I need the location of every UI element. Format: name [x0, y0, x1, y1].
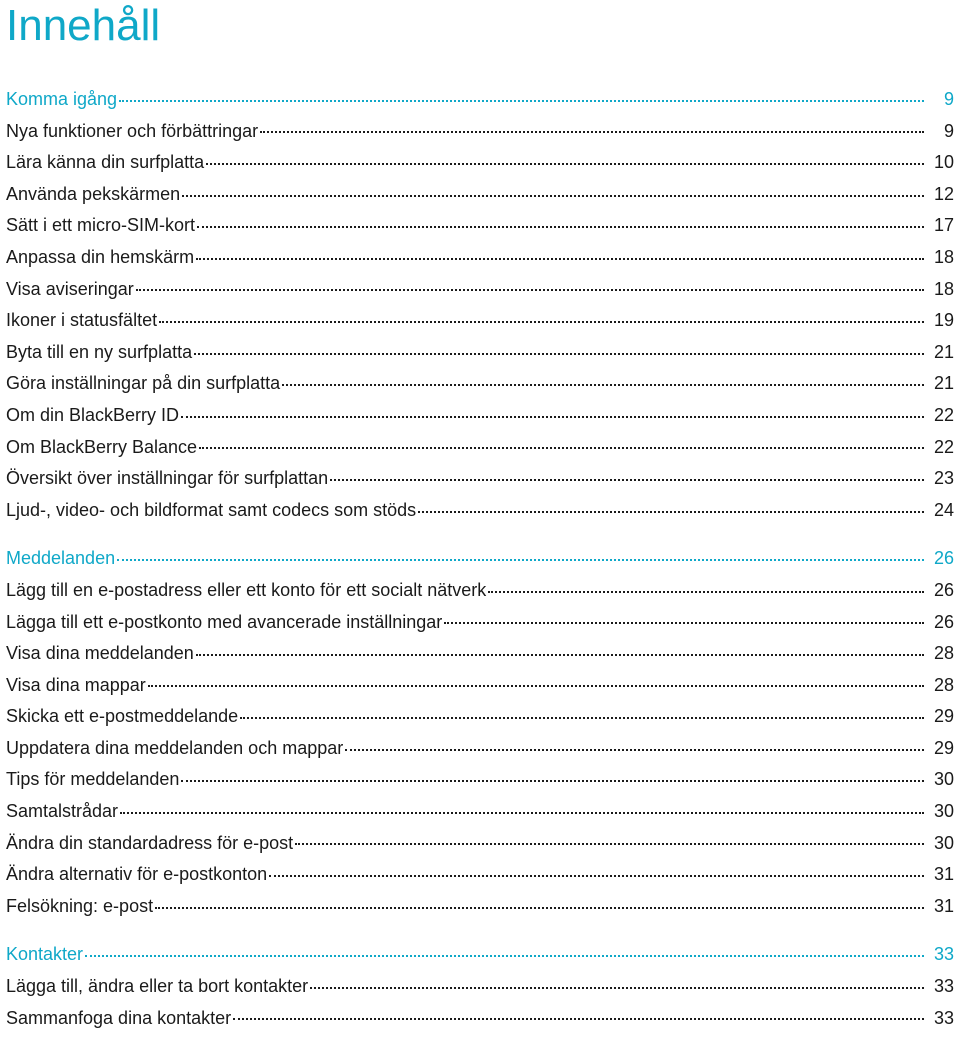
toc-section-label: Kontakter: [6, 944, 84, 965]
toc-entry-label: Visa dina mappar: [6, 674, 146, 695]
toc-entry-label: Ljud-, video- och bildformat samt codecs som stöds: [6, 499, 417, 520]
dot-leader: [233, 1018, 924, 1020]
toc-entry[interactable]: [6, 891, 954, 923]
toc-entry[interactable]: [6, 116, 954, 148]
toc-entry[interactable]: [6, 796, 954, 828]
toc-page-number: 19: [933, 310, 954, 331]
page-title: Innehåll: [6, 1, 161, 50]
toc-entry-label: Skicka ett e-postmeddelande: [6, 706, 239, 727]
section-spacer: [6, 922, 954, 939]
dot-leader: [159, 321, 924, 323]
toc-entry-label: Visa dina meddelanden: [6, 643, 194, 664]
toc-entry[interactable]: [6, 971, 954, 1003]
toc-entry[interactable]: [6, 828, 954, 860]
toc-entry-label: Om din BlackBerry ID: [6, 404, 180, 425]
toc-entry[interactable]: [6, 1003, 954, 1035]
toc-entry-label: Översikt över inställningar för surfplattan: [6, 468, 329, 489]
dot-leader: [269, 875, 924, 877]
toc-page-number: 30: [933, 769, 954, 790]
toc-page-number: 26: [933, 611, 954, 632]
toc-entry-label: Lägg till en e-postadress eller ett konto för ett socialt nätverk: [6, 579, 487, 600]
toc-page-number: 18: [933, 278, 954, 299]
toc-entry-label: Byta till en ny surfplatta: [6, 341, 193, 362]
toc-entry-label: Anpassa din hemskärm: [6, 246, 195, 267]
dot-leader: [345, 749, 924, 751]
toc-entry[interactable]: [6, 432, 954, 464]
toc-entry-label: Lägga till ett e-postkonto med avancerade inställningar: [6, 611, 443, 632]
toc-page-number: 12: [933, 183, 954, 204]
dot-leader: [330, 479, 924, 481]
toc-page-number: 28: [933, 643, 954, 664]
toc-entry-label: Sammanfoga dina kontakter: [6, 1007, 232, 1028]
toc-page-number: 33: [933, 976, 954, 997]
dot-leader: [199, 447, 924, 449]
toc-page-number: 28: [933, 674, 954, 695]
toc-entry[interactable]: [6, 859, 954, 891]
toc-section-label: Komma igång: [6, 89, 118, 109]
toc-entry-label: Visa aviseringar: [6, 278, 134, 299]
toc-section-heading[interactable]: [6, 939, 954, 971]
toc-page-number: 23: [933, 468, 954, 489]
toc-section-label: Meddelanden: [6, 548, 116, 569]
dot-leader: [181, 780, 924, 782]
dot-leader: [119, 100, 924, 102]
dot-leader: [194, 353, 924, 355]
dot-leader: [148, 685, 924, 687]
toc-entry[interactable]: [6, 210, 954, 242]
dot-leader: [196, 258, 924, 260]
toc-page-number: 18: [933, 246, 954, 267]
toc-entry[interactable]: [6, 400, 954, 432]
toc-entry[interactable]: [6, 701, 954, 733]
dot-leader: [260, 131, 924, 133]
dot-leader: [310, 987, 924, 989]
toc-page-number: 30: [933, 832, 954, 853]
toc-entry[interactable]: [6, 764, 954, 796]
toc-section-heading[interactable]: [6, 543, 954, 575]
toc-entry-label: Göra inställningar på din surfplatta: [6, 373, 281, 394]
toc-entry[interactable]: [6, 147, 954, 179]
dot-leader: [197, 226, 924, 228]
toc-entry[interactable]: [6, 463, 954, 495]
dot-leader: [282, 384, 924, 386]
table-of-contents: [6, 84, 954, 1034]
toc-entry[interactable]: [6, 733, 954, 765]
toc-page-number: 9: [943, 120, 954, 141]
toc-entry[interactable]: [6, 368, 954, 400]
toc-page-number: 9: [943, 89, 954, 109]
toc-entry-label: Felsökning: e-post: [6, 895, 154, 916]
dot-leader: [295, 843, 924, 845]
toc-entry[interactable]: [6, 242, 954, 274]
toc-entry[interactable]: [6, 638, 954, 670]
toc-entry-label: Lära känna din surfplatta: [6, 152, 205, 173]
toc-page-number: 26: [933, 579, 954, 600]
toc-entry-label: Ändra alternativ för e-postkonton: [6, 864, 268, 885]
dot-leader: [120, 812, 924, 814]
dot-leader: [136, 289, 924, 291]
toc-entry-label: Ikoner i statusfältet: [6, 310, 158, 331]
toc-entry-label: Sätt i ett micro-SIM-kort: [6, 215, 196, 236]
dot-leader: [181, 416, 924, 418]
toc-entry-label: Samtalstrådar: [6, 801, 119, 822]
toc-entry-label: Lägga till, ändra eller ta bort kontakter: [6, 976, 309, 997]
dot-leader: [182, 195, 924, 197]
toc-page-number: 31: [933, 895, 954, 916]
dot-leader: [488, 591, 924, 593]
toc-entry-label: Nya funktioner och förbättringar: [6, 120, 259, 141]
toc-page-number: 31: [933, 864, 954, 885]
toc-page-number: 17: [933, 215, 954, 236]
toc-entry[interactable]: [6, 274, 954, 306]
toc-entry[interactable]: [6, 670, 954, 702]
toc-page-number: 22: [933, 404, 954, 425]
toc-page-number: 29: [933, 737, 954, 758]
toc-page-number: 29: [933, 706, 954, 727]
toc-page-number: 21: [933, 373, 954, 394]
toc-page-number: 26: [933, 548, 954, 569]
toc-entry-label: Tips för meddelanden: [6, 769, 180, 790]
toc-entry[interactable]: [6, 305, 954, 337]
toc-entry-label: Ändra din standardadress för e-post: [6, 832, 294, 853]
toc-entry[interactable]: [6, 607, 954, 639]
toc-page-number: 22: [933, 436, 954, 457]
dot-leader: [117, 559, 924, 561]
section-spacer: [6, 526, 954, 543]
toc-page-number: 30: [933, 801, 954, 822]
toc-section-heading[interactable]: [6, 84, 954, 116]
dot-leader: [240, 717, 924, 719]
toc-entry[interactable]: [6, 495, 954, 527]
toc-page-number: 21: [933, 341, 954, 362]
dot-leader: [196, 654, 924, 656]
dot-leader: [85, 955, 924, 957]
dot-leader: [155, 907, 924, 909]
dot-leader: [444, 622, 924, 624]
toc-entry[interactable]: [6, 575, 954, 607]
toc-entry-label: Uppdatera dina meddelanden och mappar: [6, 737, 344, 758]
toc-entry-label: Använda pekskärmen: [6, 183, 181, 204]
toc-entry[interactable]: [6, 179, 954, 211]
toc-entry-label: Om BlackBerry Balance: [6, 436, 198, 457]
toc-page-number: 33: [933, 1007, 954, 1028]
toc-page-number: 33: [933, 944, 954, 965]
toc-entry[interactable]: [6, 337, 954, 369]
toc-page-number: 24: [933, 499, 954, 520]
dot-leader: [418, 511, 924, 513]
toc-page-number: 10: [933, 152, 954, 173]
dot-leader: [206, 163, 924, 165]
